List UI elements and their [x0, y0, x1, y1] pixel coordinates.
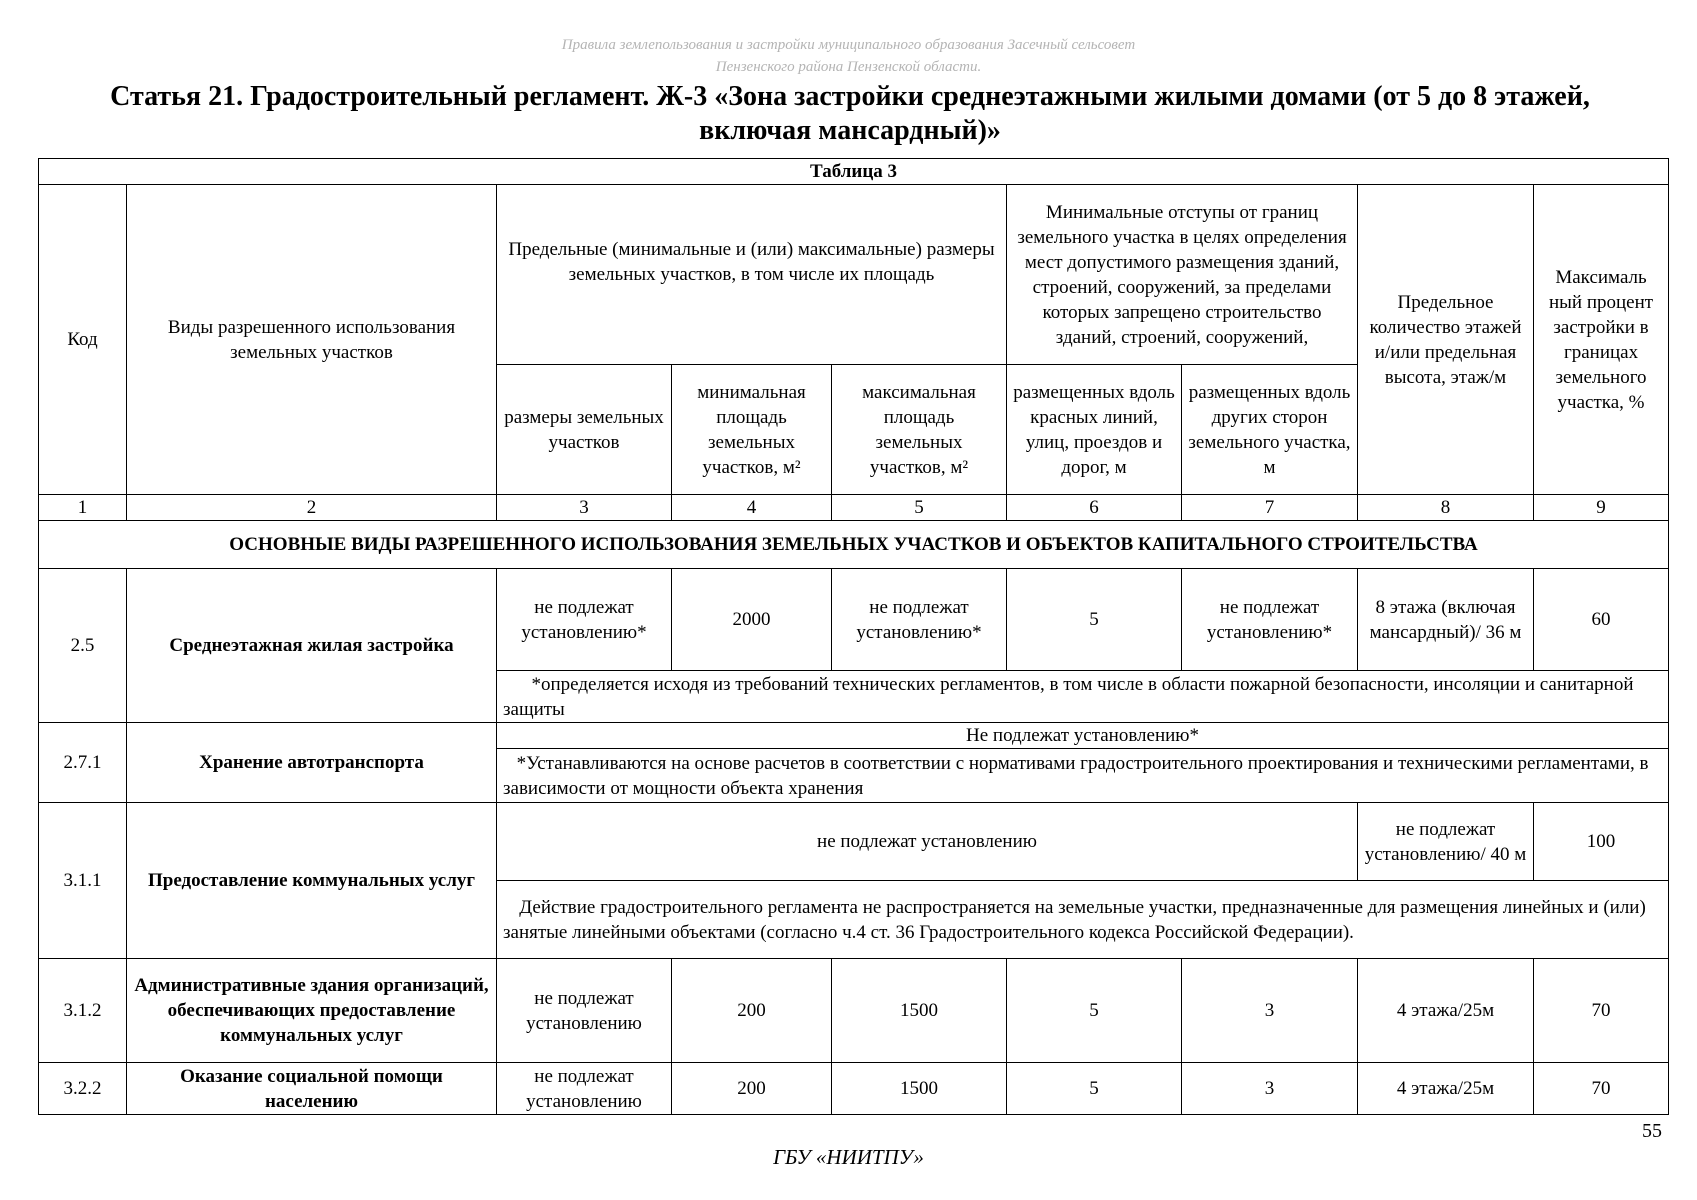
- header-sizes-group: Предельные (минимальные и (или) максимальные) размеры земельных участков, в том числе их площадь: [497, 185, 1007, 365]
- cell-red-lines: 5: [1007, 959, 1182, 1063]
- row-code: 3.1.1: [39, 803, 127, 959]
- header-min-area: минимальная площадь земельных участков, м²: [672, 365, 832, 495]
- cell-max-area: 1500: [832, 959, 1007, 1063]
- cell-other-sides: не подлежат установлению*: [1182, 569, 1358, 671]
- cell-coverage: 70: [1534, 959, 1669, 1063]
- col-number: 1: [39, 495, 127, 521]
- col-number: 3: [497, 495, 672, 521]
- row-name: Оказание социальной помощи населению: [127, 1063, 497, 1115]
- row-code: 2.7.1: [39, 723, 127, 803]
- cell-merged-value: не подлежат установлению: [497, 803, 1358, 881]
- table-row: [39, 1063, 1669, 1115]
- table-row: [39, 569, 1669, 671]
- cell-other-sides: 3: [1182, 1063, 1358, 1115]
- cell-floors: 4 этажа/25м: [1358, 1063, 1534, 1115]
- footer-organization: ГБУ «НИИТПУ»: [773, 1145, 924, 1169]
- cell-red-lines: 5: [1007, 569, 1182, 671]
- col-number: 5: [832, 495, 1007, 521]
- cell-max-area: не подлежат установлению*: [832, 569, 1007, 671]
- cell-floors: 8 этажа (включая мансардный)/ 36 м: [1358, 569, 1534, 671]
- article-title-line2: включая мансардный)»: [699, 115, 1001, 146]
- col-number: 9: [1534, 495, 1669, 521]
- header-code: Код: [39, 185, 127, 495]
- cell-floors: 4 этажа/25м: [1358, 959, 1534, 1063]
- cell-floors: не подлежат установлению/ 40 м: [1358, 803, 1534, 881]
- cell-sizes: не подлежат установлению: [497, 959, 672, 1063]
- header-sizes: размеры земельных участков: [497, 365, 672, 495]
- table-row: [39, 723, 1669, 749]
- header-coverage: Максималь ный процент застройки в границах земельного участка, %: [1534, 185, 1669, 495]
- row-code: 2.5: [39, 569, 127, 723]
- row-code: 3.1.2: [39, 959, 127, 1063]
- col-number: 2: [127, 495, 497, 521]
- column-numbers-row: [39, 495, 1669, 521]
- header-types: Виды разрешенного использования земельных участков: [127, 185, 497, 495]
- running-header-line2: Пензенского района Пензенской области.: [715, 59, 982, 75]
- cell-coverage: 60: [1534, 569, 1669, 671]
- table-row: [39, 959, 1669, 1063]
- cell-min-area: 200: [672, 959, 832, 1063]
- header-floors: Предельное количество этажей и/или предельная высота, этаж/м: [1358, 185, 1534, 495]
- cell-coverage: 100: [1534, 803, 1669, 881]
- row-note: Действие градостроительного регламента не распространяется на земельные участки, предназначенные для размещения линейных и (или) занятые линейными объектами (согласно ч.4 ст. 36 Градостроительного кодекса Российской Федерации).: [497, 881, 1669, 959]
- section-title: ОСНОВНЫЕ ВИДЫ РАЗРЕШЕННОГО ИСПОЛЬЗОВАНИЯ ЗЕМЕЛЬНЫХ УЧАСТКОВ И ОБЪЕКТОВ КАПИТАЛЬНОГО СТРОИТЕЛЬСТВА: [39, 521, 1669, 569]
- col-number: 8: [1358, 495, 1534, 521]
- page-number: 55: [1642, 1120, 1662, 1142]
- cell-sizes: не подлежат установлению*: [497, 569, 672, 671]
- row-name: Среднеэтажная жилая застройка: [127, 569, 497, 723]
- cell-sizes: не подлежат установлению: [497, 1063, 672, 1115]
- regulation-table: [38, 158, 1669, 1115]
- row-name: Хранение автотранспорта: [127, 723, 497, 803]
- cell-max-area: 1500: [832, 1063, 1007, 1115]
- cell-min-area: 2000: [672, 569, 832, 671]
- header-max-area: максимальная площадь земельных участков, м²: [832, 365, 1007, 495]
- header-red-lines: размещенных вдоль красных линий, улиц, проездов и дорог, м: [1007, 365, 1182, 495]
- row-code: 3.2.2: [39, 1063, 127, 1115]
- cell-merged-value: Не подлежат установлению*: [497, 723, 1669, 749]
- running-header-line1: Правила землепользования и застройки муниципального образования Засечный сельсовет: [561, 37, 1136, 53]
- cell-red-lines: 5: [1007, 1063, 1182, 1115]
- header-other-sides: размещенных вдоль других сторон земельного участка, м: [1182, 365, 1358, 495]
- table-row: [39, 803, 1669, 881]
- row-name: Предоставление коммунальных услуг: [127, 803, 497, 959]
- cell-coverage: 70: [1534, 1063, 1669, 1115]
- col-number: 6: [1007, 495, 1182, 521]
- article-title-line1: Статья 21. Градостроительный регламент. Ж-3 «Зона застройки среднеэтажными жилыми домами (от 5 до 8 этажей,: [110, 81, 1590, 112]
- row-note: *определяется исходя из требований технических регламентов, в том числе в области пожарной безопасности, инсоляции и санитарной защиты: [497, 671, 1669, 723]
- col-number: 7: [1182, 495, 1358, 521]
- col-number: 4: [672, 495, 832, 521]
- row-name: Административные здания организаций, обеспечивающих предоставление коммунальных услуг: [127, 959, 497, 1063]
- row-note: *Устанавливаются на основе расчетов в соответствии с нормативами градостроительного проектирования и техническими регламентами, в зависимости от мощности объекта хранения: [497, 749, 1669, 803]
- table-label: Таблица 3: [39, 159, 1669, 185]
- cell-min-area: 200: [672, 1063, 832, 1115]
- cell-other-sides: 3: [1182, 959, 1358, 1063]
- header-setbacks-group: Минимальные отступы от границ земельного участка в целях определения мест допустимого размещения зданий, строений, сооружений, за пределами которых запрещено строительство зданий, строений, сооружений,: [1007, 185, 1358, 365]
